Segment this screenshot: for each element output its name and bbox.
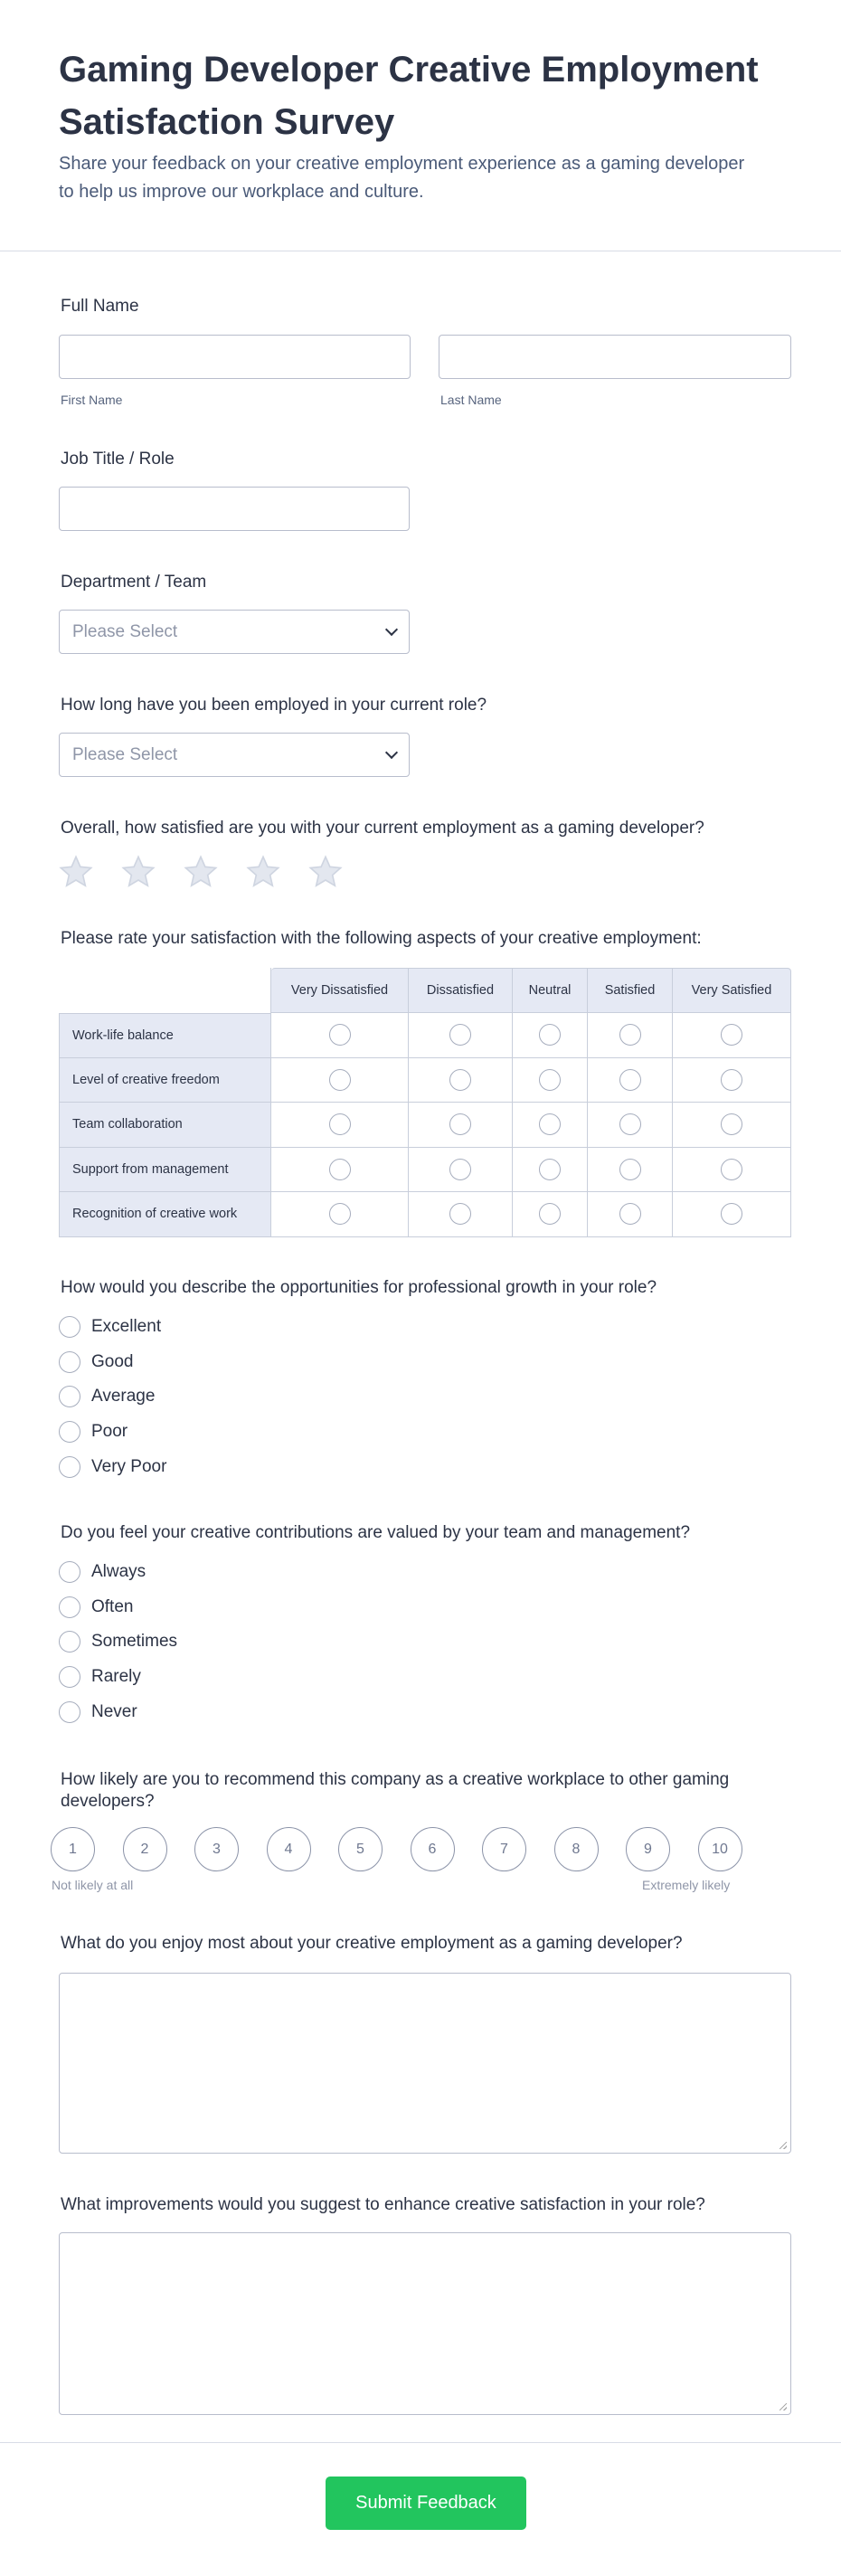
matrix-radio[interactable] (721, 1203, 742, 1225)
matrix-cell (513, 1013, 588, 1058)
option-label: Poor (91, 1422, 128, 1442)
matrix-cell (673, 1148, 791, 1193)
matrix-radio[interactable] (619, 1069, 641, 1091)
improve-label: What improvements would you suggest to enhance creative satisfaction in your role? (61, 2195, 705, 2214)
matrix-radio[interactable] (329, 1113, 351, 1135)
matrix-column-header: Neutral (513, 968, 588, 1013)
scale-option-3[interactable]: 3 (194, 1827, 239, 1871)
matrix-cell (271, 1148, 409, 1193)
scale-high-label: Extremely likely (642, 1878, 731, 1892)
matrix-cell (588, 1103, 673, 1148)
scale-low-label: Not likely at all (52, 1878, 134, 1892)
matrix-radio[interactable] (329, 1024, 351, 1046)
chevron-down-icon (385, 746, 398, 759)
matrix-radio[interactable] (721, 1069, 742, 1091)
matrix-row-label: Work-life balance (59, 1013, 271, 1058)
matrix-row-label: Level of creative freedom (59, 1058, 271, 1103)
improve-textarea[interactable] (59, 2232, 791, 2415)
option-label: Average (91, 1387, 156, 1406)
matrix-radio[interactable] (539, 1159, 561, 1180)
matrix-cell (513, 1103, 588, 1148)
radio-button[interactable] (59, 1351, 80, 1373)
first-name-input[interactable] (59, 335, 411, 379)
page-subtitle: Share your feedback on your creative employment experience as a gaming developer to help us improve our workplace and culture. (59, 154, 745, 202)
matrix-cell (271, 1103, 409, 1148)
matrix-row (59, 1058, 791, 1103)
matrix-radio[interactable] (449, 1069, 471, 1091)
radio-button[interactable] (59, 1666, 80, 1688)
enjoy-label: What do you enjoy most about your creative employment as a gaming developer? (61, 1934, 683, 1953)
option-label: Often (91, 1596, 134, 1616)
scale-option-4[interactable]: 4 (267, 1827, 311, 1871)
department-label: Department / Team (61, 573, 207, 592)
matrix-row-label: Recognition of creative work (59, 1192, 271, 1237)
matrix-radio[interactable] (721, 1024, 742, 1046)
star-icon[interactable] (307, 854, 344, 890)
matrix-cell (271, 1013, 409, 1058)
resize-handle-icon[interactable] (780, 2403, 787, 2410)
matrix-column-header: Very Dissatisfied (271, 968, 409, 1013)
option-label: Excellent (91, 1317, 162, 1336)
matrix-cell (673, 1058, 791, 1103)
matrix-column-header: Satisfied (588, 968, 673, 1013)
footer-divider (0, 2442, 841, 2443)
growth-option[interactable] (59, 1316, 161, 1338)
valued-option[interactable] (59, 1561, 146, 1583)
resize-handle-icon[interactable] (780, 2142, 787, 2149)
scale-option-1[interactable]: 1 (51, 1827, 95, 1871)
full-name-label: Full Name (61, 297, 139, 316)
radio-button[interactable] (59, 1421, 80, 1443)
matrix-cell (271, 1058, 409, 1103)
enjoy-textarea[interactable] (59, 1973, 791, 2154)
matrix-cell (409, 1148, 513, 1193)
option-label: Never (91, 1701, 137, 1721)
star-icon[interactable] (120, 854, 156, 890)
matrix-cell (409, 1013, 513, 1058)
matrix-cell (513, 1192, 588, 1237)
matrix-row (59, 1148, 791, 1193)
scale-option-9[interactable]: 9 (626, 1827, 670, 1871)
job-title-label: Job Title / Role (61, 450, 175, 469)
recommend-label: How likely are you to recommend this company as a creative workplace to other gaming developers? (61, 1770, 730, 1811)
radio-button[interactable] (59, 1316, 80, 1338)
matrix-label: Please rate your satisfaction with the following aspects of your creative employment: (61, 929, 702, 948)
scale-option-6[interactable]: 6 (411, 1827, 455, 1871)
growth-label: How would you describe the opportunities for professional growth in your role? (61, 1278, 657, 1297)
option-label: Very Poor (91, 1456, 167, 1476)
radio-button[interactable] (59, 1596, 80, 1618)
radio-button[interactable] (59, 1386, 80, 1407)
matrix-cell (588, 1013, 673, 1058)
matrix-row (59, 1192, 791, 1237)
option-label: Sometimes (91, 1632, 178, 1652)
scale-option-8[interactable]: 8 (554, 1827, 599, 1871)
matrix-row-label: Support from management (59, 1148, 271, 1193)
valued-option[interactable] (59, 1666, 141, 1688)
page-title: Gaming Developer Creative Employment Satisfaction Survey (59, 50, 759, 142)
matrix-cell (673, 1103, 791, 1148)
radio-button[interactable] (59, 1561, 80, 1583)
valued-option[interactable] (59, 1596, 133, 1618)
tenure-select[interactable] (59, 733, 410, 777)
growth-option[interactable] (59, 1386, 155, 1407)
matrix-radio[interactable] (619, 1159, 641, 1180)
radio-button[interactable] (59, 1701, 80, 1723)
matrix-radio[interactable] (619, 1203, 641, 1225)
matrix-radio[interactable] (539, 1113, 561, 1135)
overall-rating-label: Overall, how satisfied are you with your current employment as a gaming developer? (61, 819, 704, 838)
growth-option[interactable] (59, 1421, 128, 1443)
valued-option[interactable] (59, 1631, 177, 1653)
scale-option-10[interactable]: 10 (698, 1827, 742, 1871)
matrix-cell (673, 1192, 791, 1237)
matrix-cell (588, 1148, 673, 1193)
matrix-row-label: Team collaboration (59, 1103, 271, 1148)
matrix-radio[interactable] (539, 1024, 561, 1046)
matrix-cell (409, 1192, 513, 1237)
last-name-sublabel: Last Name (440, 393, 502, 407)
scale-option-2[interactable]: 2 (123, 1827, 167, 1871)
department-select-value: Please Select (72, 621, 178, 641)
matrix-radio[interactable] (329, 1203, 351, 1225)
matrix-cell (673, 1013, 791, 1058)
department-select[interactable] (59, 610, 410, 654)
matrix-cell (588, 1058, 673, 1103)
valued-option[interactable] (59, 1701, 137, 1723)
growth-option[interactable] (59, 1351, 133, 1373)
satisfaction-matrix (59, 968, 791, 1237)
tenure-label: How long have you been employed in your current role? (61, 696, 487, 715)
option-label: Good (91, 1351, 134, 1371)
star-icon[interactable] (58, 854, 94, 890)
tenure-select-value: Please Select (72, 744, 178, 764)
matrix-row (59, 1013, 791, 1058)
submit-button[interactable]: Submit Feedback (326, 2477, 526, 2530)
matrix-column-header: Dissatisfied (409, 968, 513, 1013)
matrix-cell (409, 1103, 513, 1148)
matrix-radio[interactable] (329, 1069, 351, 1091)
star-icon[interactable] (183, 854, 219, 890)
chevron-down-icon (385, 623, 398, 636)
scale-option-5[interactable]: 5 (338, 1827, 383, 1871)
matrix-cell (513, 1058, 588, 1103)
matrix-radio[interactable] (449, 1113, 471, 1135)
radio-button[interactable] (59, 1456, 80, 1478)
option-label: Rarely (91, 1667, 141, 1687)
matrix-radio[interactable] (619, 1024, 641, 1046)
valued-label: Do you feel your creative contributions are valued by your team and management? (61, 1523, 691, 1542)
matrix-cell (409, 1058, 513, 1103)
growth-option[interactable] (59, 1456, 166, 1478)
matrix-radio[interactable] (449, 1159, 471, 1180)
matrix-cell (588, 1192, 673, 1237)
matrix-radio[interactable] (449, 1024, 471, 1046)
radio-button[interactable] (59, 1631, 80, 1653)
matrix-column-header: Very Satisfied (673, 968, 791, 1013)
matrix-cell (271, 1192, 409, 1237)
matrix-radio[interactable] (721, 1113, 742, 1135)
scale-option-7[interactable]: 7 (482, 1827, 526, 1871)
matrix-radio[interactable] (619, 1113, 641, 1135)
first-name-sublabel: First Name (61, 393, 123, 407)
matrix-radio[interactable] (329, 1159, 351, 1180)
matrix-radio[interactable] (539, 1203, 561, 1225)
option-label: Always (91, 1562, 146, 1581)
star-icon[interactable] (245, 854, 281, 890)
matrix-cell (513, 1148, 588, 1193)
last-name-input[interactable] (439, 335, 791, 379)
matrix-radio[interactable] (539, 1069, 561, 1091)
matrix-radio[interactable] (721, 1159, 742, 1180)
matrix-corner (59, 968, 271, 1013)
job-title-input[interactable] (59, 487, 410, 531)
star-rating (58, 854, 344, 890)
matrix-row (59, 1103, 791, 1148)
matrix-radio[interactable] (449, 1203, 471, 1225)
